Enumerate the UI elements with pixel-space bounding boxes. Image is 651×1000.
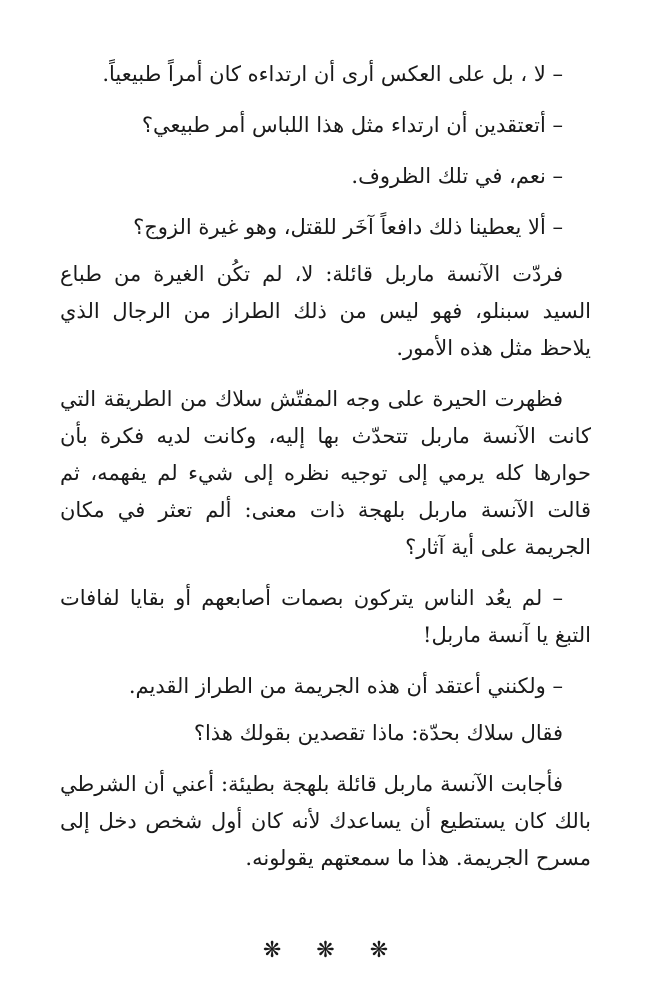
asterism-glyph: ❋ bbox=[262, 938, 282, 963]
dialogue-line-3: – نعم، في تلك الظروف. bbox=[351, 164, 563, 188]
section-separator bbox=[0, 938, 651, 963]
dialogue-line-1: – لا ، بل على العكس أرى أن ارتداءه كان أمراً طبيعياً. bbox=[102, 62, 563, 86]
narrative-line-3: فقال سلاك بحدّة: ماذا تقصدين بقولك هذا؟ bbox=[193, 721, 563, 745]
book-page bbox=[60, 56, 591, 877]
narrative-paragraph-2: فظهرت الحيرة على وجه المفتّش سلاك من الطريقة التي كانت الآنسة ماربل تتحدّث بها إليه، وكانت لديه فكرة بأن حوارها كله يرمي إلى توجيه نظره إلى شيء لم يفهمه، ثم قالت الآنسة ماربل بلهجة ذات معنى: ألم تعثر في مكان الجريمة على أية آثار؟ bbox=[60, 387, 591, 559]
asterism-glyph: ❋ bbox=[316, 938, 335, 963]
dialogue-line-6: – ولكنني أعتقد أن هذه الجريمة من الطراز القديم. bbox=[128, 674, 563, 698]
asterism-glyph: ❋ bbox=[369, 938, 389, 963]
dialogue-line-2: – أتعتقدين أن ارتداء مثل هذا اللباس أمر طبيعي؟ bbox=[141, 113, 563, 137]
dialogue-line-4: – ألا يعطينا ذلك دافعاً آخَر للقتل، وهو غيرة الزوج؟ bbox=[133, 215, 563, 239]
narrative-paragraph-4: فأجابت الآنسة ماربل قائلة بلهجة بطيئة: أعني أن الشرطي بالك كان يستطيع أن يساعدك لأنه كان أول شخص دخل إلى مسرح الجريمة. هذا ما سمعتهم يقولونه. bbox=[60, 772, 591, 870]
narrative-paragraph-1: فردّت الآنسة ماربل قائلة: لا، لم تكُن الغيرة من طباع السيد سبنلو، فهو ليس من ذلك الطراز من الرجال الذي يلاحظ مثل هذه الأمور. bbox=[60, 262, 591, 360]
dialogue-line-5: – لم يعُد الناس يتركون بصمات أصابعهم أو بقايا لفافات التبغ يا آنسة ماربل! bbox=[60, 586, 591, 647]
